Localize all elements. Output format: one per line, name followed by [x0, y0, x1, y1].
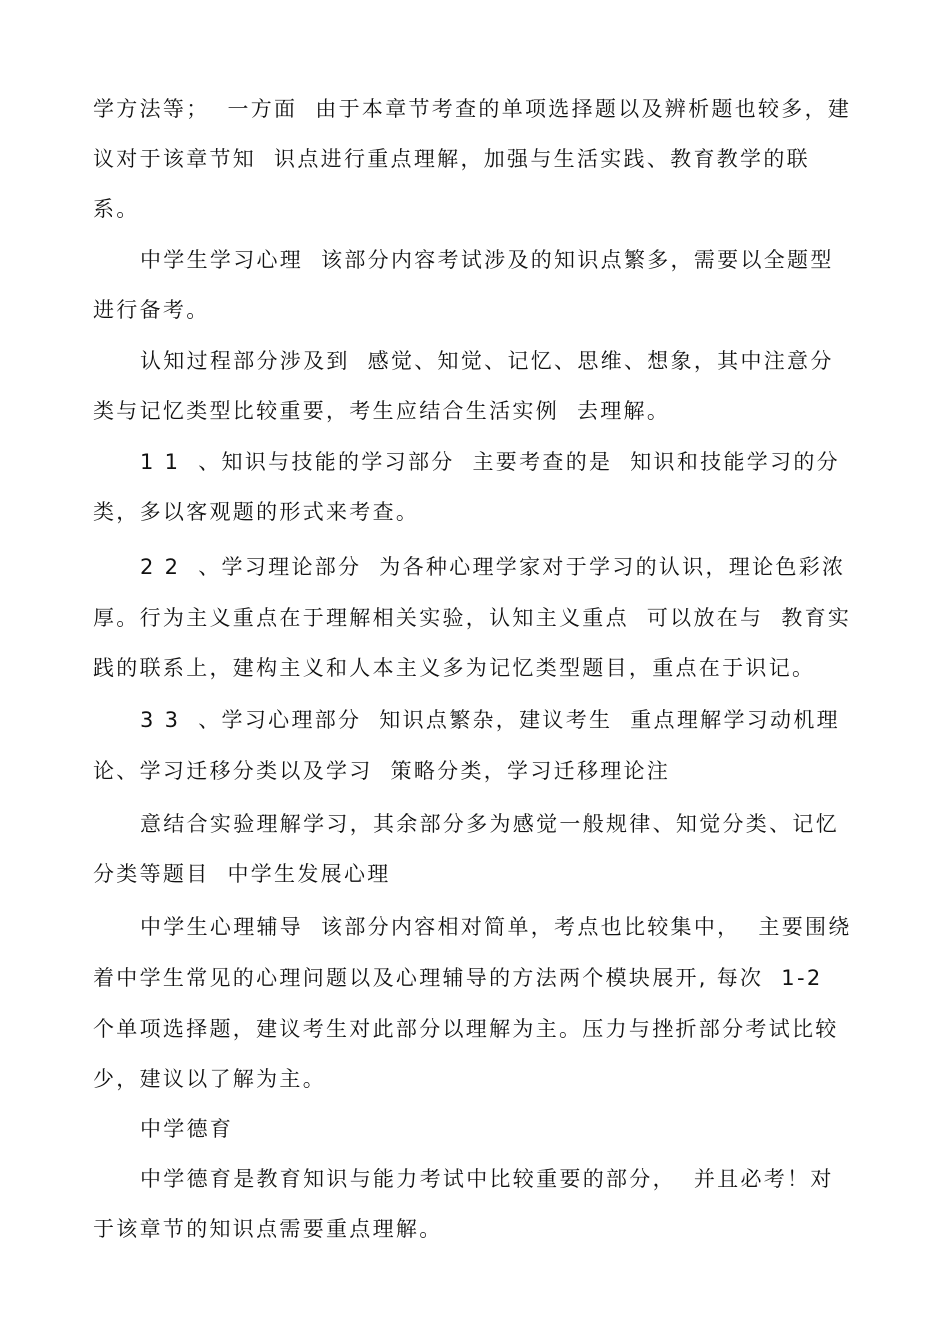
text-line: 类与记忆类型比较重要，考生应结合生活实例 去理解。 [93, 399, 671, 423]
text-line: 学方法等； 一方面 由于本章节考查的单项选择题以及辨析题也较多，建 [93, 97, 852, 121]
text-line: 少，建议以了解为主。 [93, 1067, 326, 1091]
text-line: 中学生心理辅导 该部分内容相对简单，考点也比较集中， 主要围绕 [140, 915, 852, 939]
text-line: 意结合实验理解学习，其余部分多为感觉一般规律、知觉分类、记忆 [140, 812, 839, 836]
text-line: 践的联系上，建构主义和人本主义多为记忆类型题目，重点在于识记。 [93, 656, 816, 680]
text-line: 系。 [93, 197, 140, 221]
text-line: 1 1 、知识与技能的学习部分 主要考查的是 知识和技能学习的分 [140, 450, 840, 474]
text-line: 类，多以客观题的形式来考查。 [93, 500, 420, 524]
text-line: 认知过程部分涉及到 感觉、知觉、记忆、思维、想象，其中注意分 [140, 349, 834, 373]
text-line: 3 3 、学习心理部分 知识点繁杂，建议考生 重点理解学习动机理 [140, 708, 840, 732]
text-line: 进行备考。 [93, 298, 210, 322]
text-line: 中学生学习心理 该部分内容考试涉及的知识点繁多，需要以全题型 [140, 248, 834, 272]
text-line: 分类等题目 中学生发展心理 [93, 862, 391, 886]
text-line: 个单项选择题，建议考生对此部分以理解为主。压力与挫折部分考试比较 [93, 1017, 839, 1041]
section-heading: 中学德育 [140, 1117, 234, 1141]
text-line: 着中学生常见的心理问题以及心理辅导的方法两个模块展开, 每次 1-2 [93, 966, 823, 990]
text-line: 厚。行为主义重点在于理解相关实验，认知主义重点 可以放在与 教育实 [93, 606, 852, 630]
text-line: 于该章节的知识点需要重点理解。 [93, 1217, 443, 1241]
text-line: 中学德育是教育知识与能力考试中比较重要的部分， 并且必考！对 [140, 1167, 834, 1191]
text-line: 2 2 、学习理论部分 为各种心理学家对于学习的认识，理论色彩浓 [140, 555, 846, 579]
text-line: 论、学习迁移分类以及学习 策略分类，学习迁移理论注 [93, 759, 671, 783]
text-line: 议对于该章节知 识点进行重点理解，加强与生活实践、教育教学的联 [93, 147, 810, 171]
